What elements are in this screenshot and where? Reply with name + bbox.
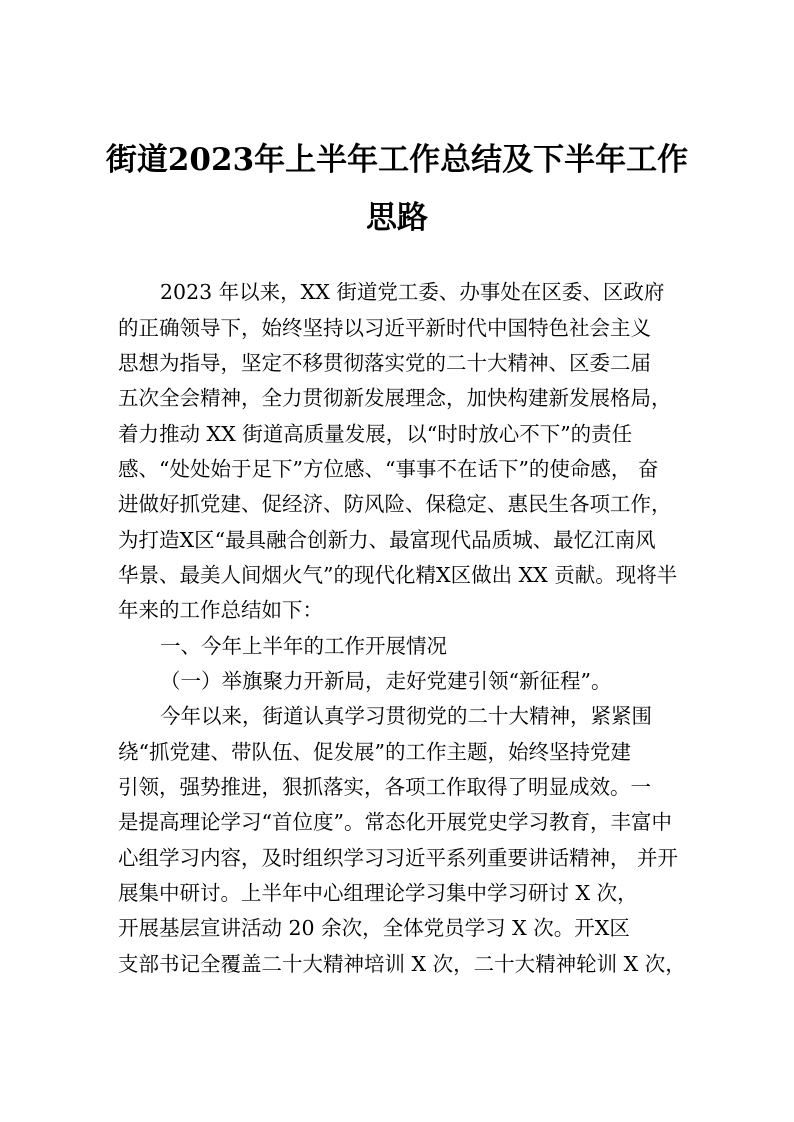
paragraph-line: 为打造X区“最具融合创新力、最富现代品质城、最忆江南风	[118, 528, 656, 552]
document-title-line-2: 思路	[366, 200, 428, 236]
section-heading: 一、今年上半年的工作开展情况	[160, 634, 447, 658]
paragraph-line: 引领，强势推进，狠抓落实，各项工作取得了明显成效。一	[118, 775, 651, 799]
paragraph-line: 五次全会精神，全力贯彻新发展理念，加快构建新发展格局，	[118, 386, 672, 410]
paragraph-line: 心组学习内容，及时组织学习习近平系列重要讲话精神， 并开	[118, 846, 679, 870]
paragraph-line: 开展基层宣讲活动 20 余次，全体党员学习 X 次。开X区	[118, 916, 630, 940]
paragraph-line: 2023 年以来，XX 街道党工委、办事处在区委、区政府	[160, 280, 665, 304]
paragraph-line: 进做好抓党建、促经济、防风险、保稳定、惠民生各项工作，	[118, 492, 672, 516]
paragraph-line: 思想为指导，坚定不移贯彻落实党的二十大精神、区委二届	[118, 351, 651, 375]
subsection-heading: （一）举旗聚力开新局，走好党建引领“新征程”。	[160, 669, 612, 693]
paragraph-line: 的正确领导下，始终坚持以习近平新时代中国特色社会主义	[118, 316, 651, 340]
paragraph-line: 华景、最美人间烟火气”的现代化精X区做出 XX 贡献。现将半	[118, 563, 678, 587]
paragraph-line: 今年以来，街道认真学习贯彻党的二十大精神，紧紧围	[160, 704, 652, 728]
paragraph-line: 年来的工作总结如下：	[118, 598, 323, 622]
paragraph-line: 是提高理论学习“首位度”。常态化开展党史学习教育，丰富中	[118, 810, 672, 834]
paragraph-line: 展集中研讨。上半年中心组理论学习集中学习研讨 X 次，	[118, 881, 638, 905]
paragraph-line: 着力推动 XX 街道高质量发展，以“时时放心不下”的责任	[118, 422, 633, 446]
document-title-line-1: 街道2023年上半年工作总结及下半年工作	[105, 142, 689, 178]
paragraph-line: 支部书记全覆盖二十大精神培训 X 次，二十大精神轮训 X 次，	[118, 952, 686, 976]
paragraph-line: 感、“处处始于足下”方位感、“事事不在话下”的使命感， 奋	[118, 457, 659, 481]
paragraph-line: 绕“抓党建、带队伍、促发展”的工作主题，始终坚持党建	[118, 740, 631, 764]
